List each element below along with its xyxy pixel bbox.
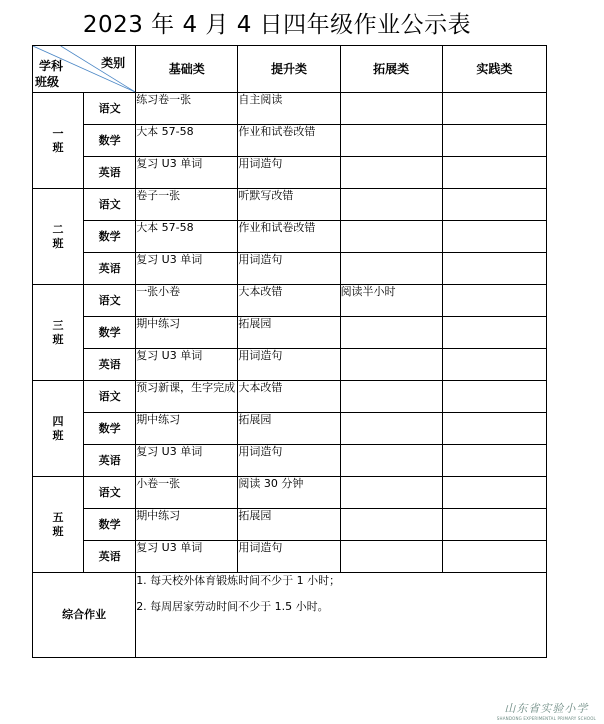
- extend-cell: [340, 477, 442, 509]
- improve-cell: 作业和试卷改错: [238, 125, 340, 157]
- improve-cell: 用词造句: [238, 541, 340, 573]
- class-name-line2: 班: [52, 428, 64, 442]
- practice-cell: [442, 349, 546, 381]
- subject-cell: 数学: [84, 125, 136, 157]
- subject-cell: 语文: [84, 189, 136, 221]
- header-extend: 拓展类: [340, 46, 442, 93]
- comprehensive-item: 2. 每周居家劳动时间不少于 1.5 小时。: [136, 600, 329, 613]
- basic-cell: 复习 U3 单词: [136, 541, 238, 573]
- practice-cell: [442, 317, 546, 349]
- extend-cell: [340, 509, 442, 541]
- extend-cell: [340, 253, 442, 285]
- practice-cell: [442, 285, 546, 317]
- subject-cell: 英语: [84, 445, 136, 477]
- improve-cell: 用词造句: [238, 253, 340, 285]
- extend-cell: [340, 541, 442, 573]
- practice-cell: [442, 381, 546, 413]
- extend-cell: [340, 125, 442, 157]
- subject-cell: 数学: [84, 413, 136, 445]
- table-row: [33, 541, 547, 573]
- subject-cell: 数学: [84, 221, 136, 253]
- class-name-line2: 班: [52, 332, 64, 346]
- extend-cell: [340, 349, 442, 381]
- table-row: [33, 93, 547, 125]
- table-row: [33, 317, 547, 349]
- basic-cell: 复习 U3 单词: [136, 445, 238, 477]
- subject-cell: 英语: [84, 541, 136, 573]
- header-improve: 提升类: [238, 46, 340, 93]
- class-name-line1: 二: [52, 222, 64, 236]
- class-name-line1: 三: [52, 318, 64, 332]
- comprehensive-item: 1. 每天校外体育锻炼时间不少于 1 小时；: [136, 574, 341, 587]
- table-row: [33, 477, 547, 509]
- extend-cell: [340, 381, 442, 413]
- header-class-label: 班级: [35, 75, 60, 89]
- basic-cell: 复习 U3 单词: [136, 253, 238, 285]
- extend-cell: [340, 221, 442, 253]
- school-logo: [497, 700, 596, 721]
- improve-cell: 大本改错: [238, 381, 340, 413]
- comprehensive-label: 综合作业: [33, 573, 136, 658]
- improve-cell: 作业和试卷改错: [238, 221, 340, 253]
- improve-cell: 听默写改错: [238, 189, 340, 221]
- practice-cell: [442, 477, 546, 509]
- table-row: [33, 509, 547, 541]
- extend-cell: [340, 93, 442, 125]
- extend-cell: [340, 445, 442, 477]
- improve-cell: 大本改错: [238, 285, 340, 317]
- class-name-line2: 班: [52, 140, 64, 154]
- extend-cell: [340, 157, 442, 189]
- class-name-line1: 一: [52, 126, 64, 140]
- practice-cell: [442, 189, 546, 221]
- header-basic: 基础类: [136, 46, 238, 93]
- class-name-cell: [33, 477, 84, 573]
- header-practice: 实践类: [442, 46, 546, 93]
- table-row: [33, 349, 547, 381]
- comprehensive-items: [136, 573, 547, 658]
- improve-cell: 阅读 30 分钟: [238, 477, 340, 509]
- practice-cell: [442, 221, 546, 253]
- basic-cell: 大本 57-58: [136, 221, 238, 253]
- subject-cell: 数学: [84, 317, 136, 349]
- table-row: [33, 189, 547, 221]
- subject-cell: 语文: [84, 285, 136, 317]
- class-name-line2: 班: [52, 524, 64, 538]
- class-name-line2: 班: [52, 236, 64, 250]
- basic-cell: 大本 57-58: [136, 125, 238, 157]
- improve-cell: 自主阅读: [238, 93, 340, 125]
- practice-cell: [442, 93, 546, 125]
- subject-cell: 语文: [84, 477, 136, 509]
- basic-cell: 复习 U3 单词: [136, 157, 238, 189]
- subject-cell: 语文: [84, 381, 136, 413]
- subject-cell: 数学: [84, 509, 136, 541]
- class-name-cell: [33, 381, 84, 477]
- basic-cell: 练习卷一张: [136, 93, 238, 125]
- practice-cell: [442, 509, 546, 541]
- practice-cell: [442, 157, 546, 189]
- improve-cell: 拓展园: [238, 413, 340, 445]
- improve-cell: 用词造句: [238, 349, 340, 381]
- header-row: [33, 46, 547, 93]
- table-row: [33, 125, 547, 157]
- improve-cell: 用词造句: [238, 445, 340, 477]
- practice-cell: [442, 253, 546, 285]
- subject-cell: 英语: [84, 349, 136, 381]
- class-name-line1: 四: [52, 414, 64, 428]
- table-row: [33, 157, 547, 189]
- logo-en-text: SHANDONG EXPERIMENTAL PRIMARY SCHOOL: [496, 716, 596, 721]
- basic-cell: 卷子一张: [136, 189, 238, 221]
- improve-cell: 拓展园: [238, 509, 340, 541]
- basic-cell: 期中练习: [136, 413, 238, 445]
- basic-cell: 期中练习: [136, 317, 238, 349]
- practice-cell: [442, 541, 546, 573]
- class-name-cell: [33, 285, 84, 381]
- header-category-label: 类别: [101, 56, 126, 70]
- subject-cell: 语文: [84, 93, 136, 125]
- table-row: [33, 285, 547, 317]
- subject-cell: 英语: [84, 157, 136, 189]
- basic-cell: 小卷一张: [136, 477, 238, 509]
- class-name-line1: 五: [52, 510, 64, 524]
- practice-cell: [442, 125, 546, 157]
- class-name-cell: [33, 189, 84, 285]
- diagonal-header-cell: [33, 46, 136, 93]
- class-name-cell: [33, 93, 84, 189]
- extend-cell: [340, 189, 442, 221]
- table-row: [33, 221, 547, 253]
- table-row: [33, 413, 547, 445]
- homework-table: [32, 45, 547, 658]
- logo-cn-text: 山东省实验小学: [504, 702, 589, 715]
- comprehensive-row: [33, 573, 547, 658]
- extend-cell: [340, 413, 442, 445]
- basic-cell: 一张小卷: [136, 285, 238, 317]
- header-subject-label: 学科: [39, 59, 64, 73]
- page-title: 2023 年 4 月 4 日四年级作业公示表: [82, 12, 472, 38]
- extend-cell: 阅读半小时: [340, 285, 442, 317]
- improve-cell: 用词造句: [238, 157, 340, 189]
- table-row: [33, 253, 547, 285]
- practice-cell: [442, 445, 546, 477]
- subject-cell: 英语: [84, 253, 136, 285]
- extend-cell: [340, 317, 442, 349]
- basic-cell: 复习 U3 单词: [136, 349, 238, 381]
- basic-cell: 期中练习: [136, 509, 238, 541]
- practice-cell: [442, 413, 546, 445]
- improve-cell: 拓展园: [238, 317, 340, 349]
- table-row: [33, 381, 547, 413]
- table-row: [33, 445, 547, 477]
- basic-cell: 预习新课，生字完成: [136, 381, 238, 413]
